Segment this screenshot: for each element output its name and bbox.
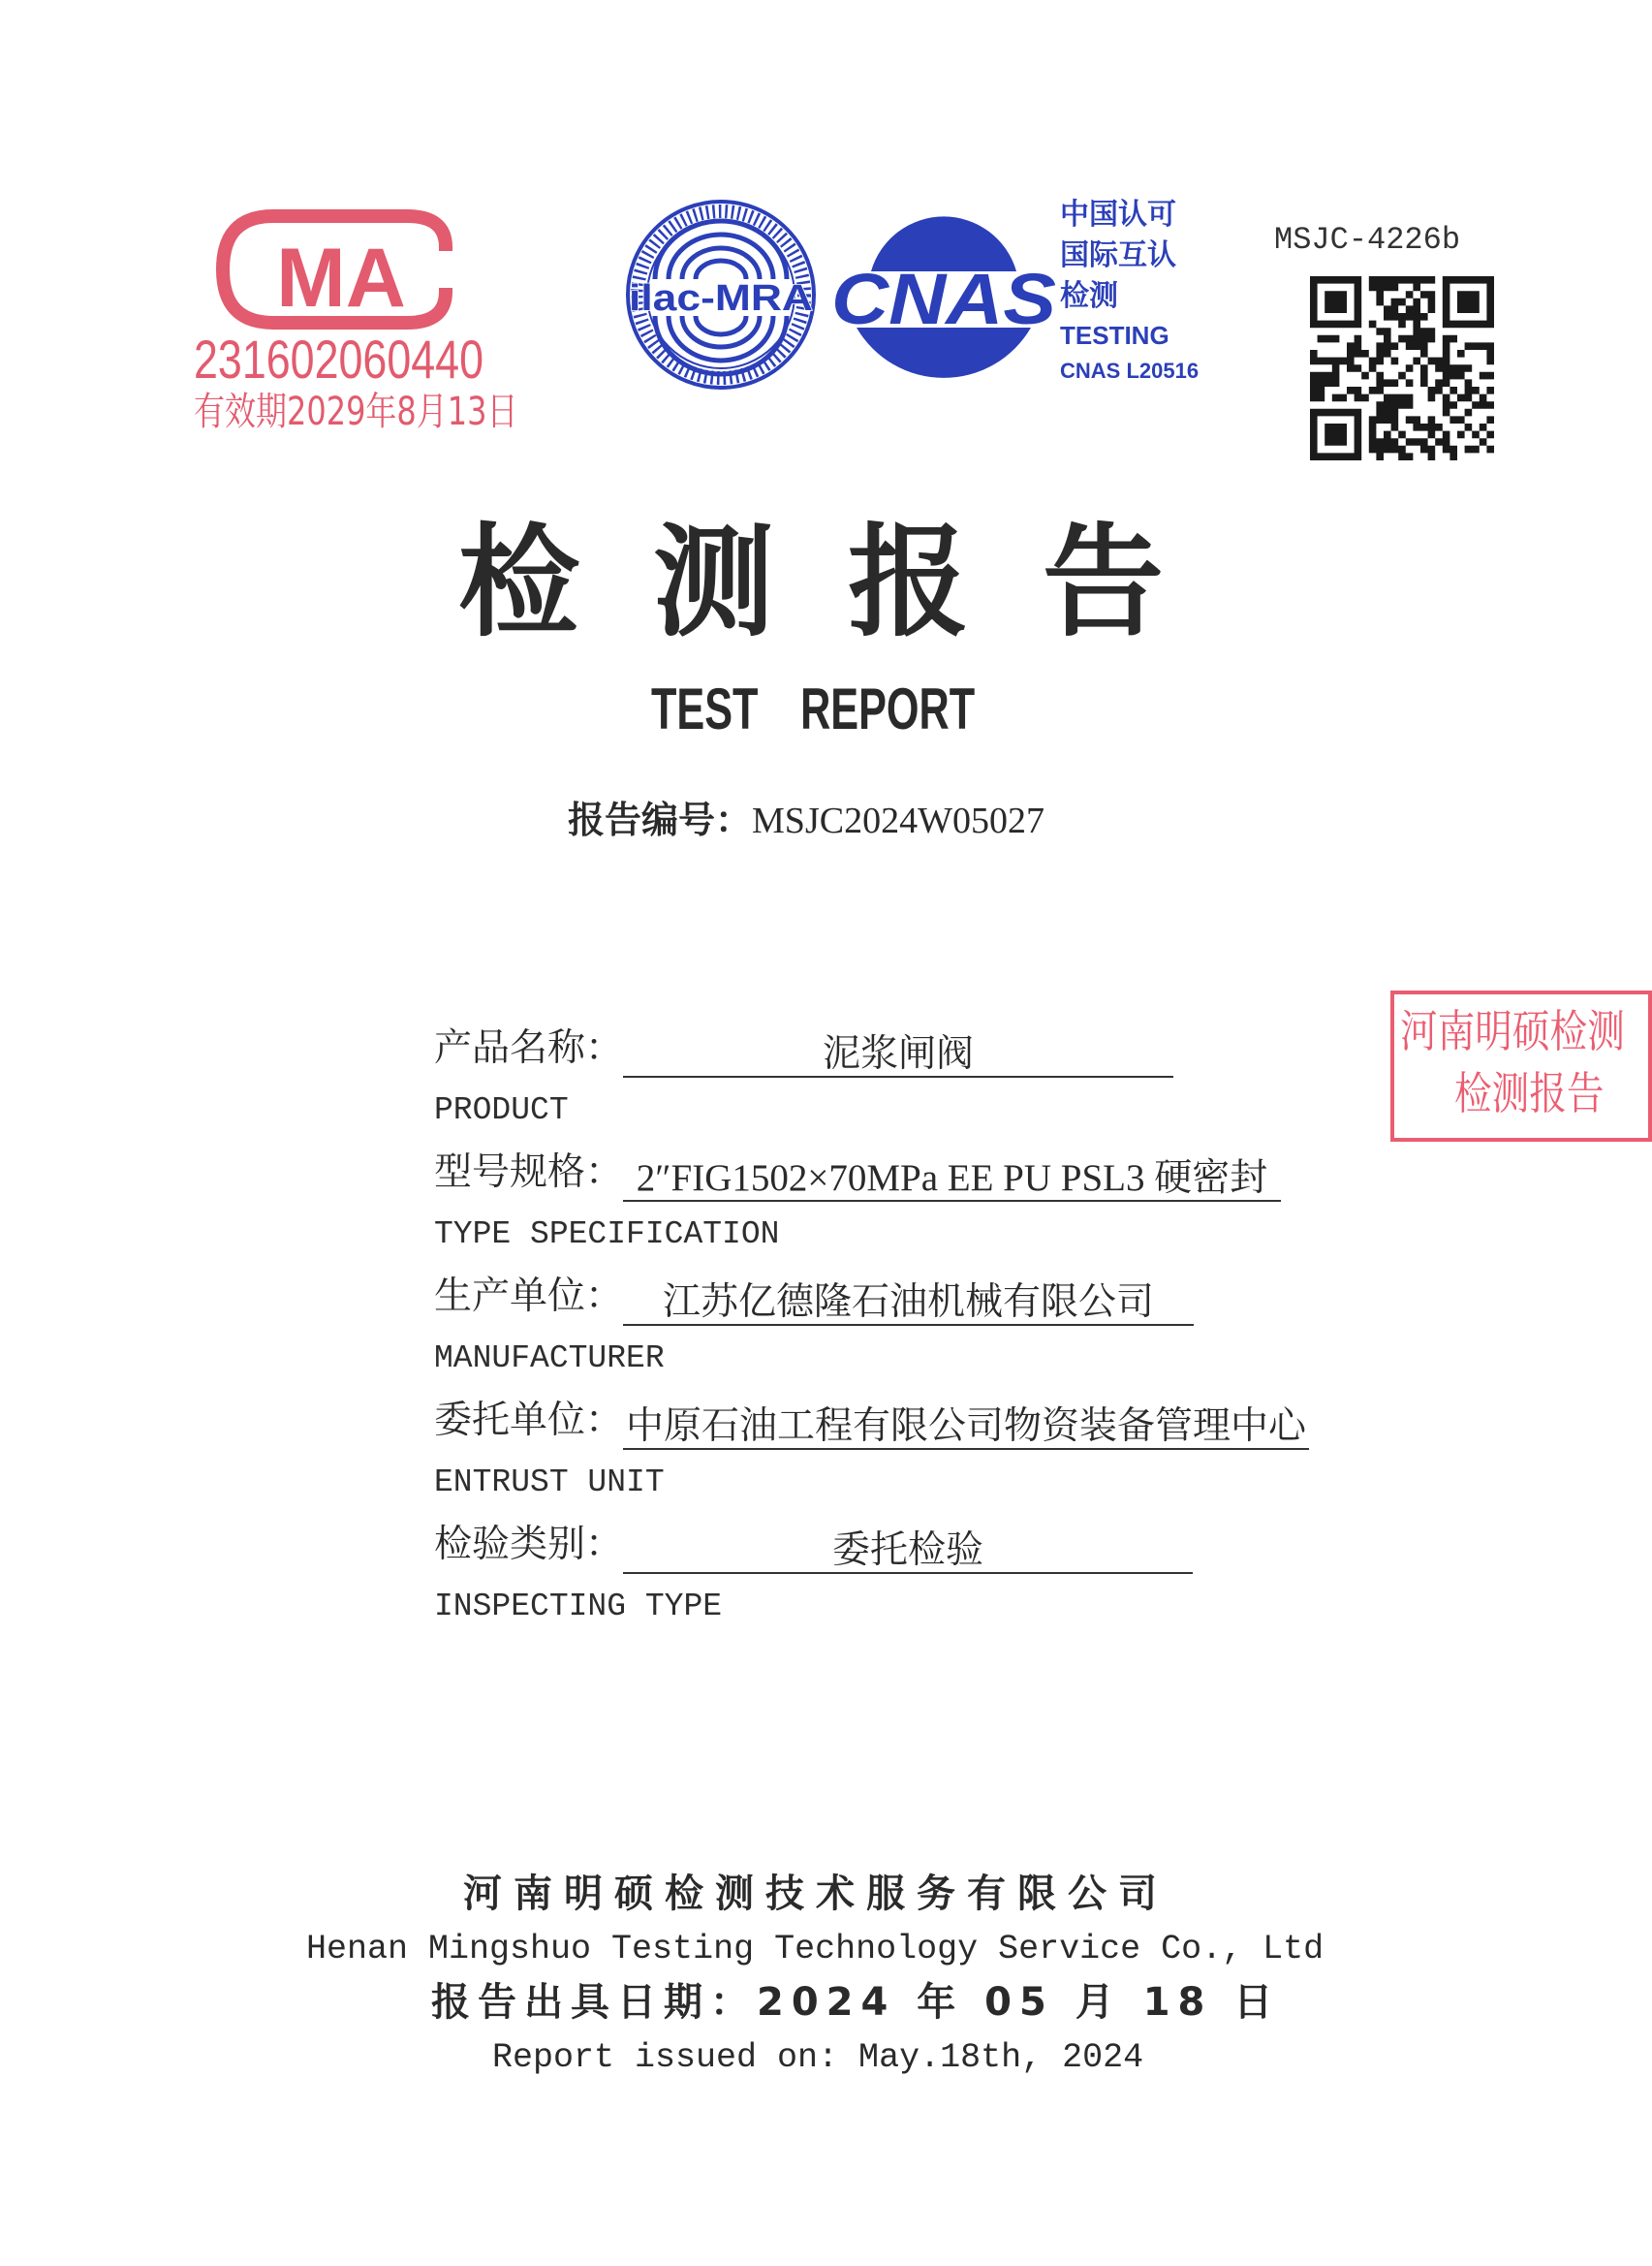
title-zh: 检测报告 (458, 512, 1237, 653)
cma-cert-number: 231602060440 (194, 329, 483, 390)
report-number-label: 报告编号： (568, 799, 753, 841)
cnas-line-testing-zh: 检测 (1060, 279, 1118, 313)
product-row (434, 1018, 1309, 1080)
product-label-en: PRODUCT (434, 1092, 569, 1128)
manufacturer-label: 生产单位： (434, 1275, 624, 1318)
manufacturer-value: 江苏亿德隆石油机械有限公司 (623, 1283, 1194, 1326)
type-spec-label: 型号规格： (434, 1150, 624, 1194)
company-name-zh: 河南明硕检测技术服务有限公司 (463, 1872, 1169, 1916)
entrust-unit-label: 委托单位： (434, 1399, 624, 1442)
stamp-line-company: 河南明硕检测 (1400, 1005, 1625, 1057)
type-spec-value: 2″FIG1502×70MPa EE PU PSL3 硬密封 (623, 1159, 1281, 1202)
company-seal-stamp (1390, 991, 1625, 1142)
inspecting-type-label: 检验类别： (434, 1523, 624, 1566)
company-name-en: Henan Mingshuo Testing Technology Service Co., Ltd (306, 1930, 1325, 1968)
manufacturer-label-en: MANUFACTURER (434, 1340, 665, 1376)
cnas-line-registration: CNAS L20516 (1060, 359, 1200, 383)
entrust-unit-value: 中原石油工程有限公司物资装备管理中心 (623, 1407, 1309, 1450)
title-en: TEST REPORT (651, 677, 976, 741)
cma-logo (213, 206, 465, 332)
entrust-unit-row (434, 1390, 1309, 1452)
type-spec-row (434, 1142, 1309, 1204)
report-number-value: MSJC2024W05027 (752, 801, 1044, 841)
report-number (568, 793, 1044, 856)
cma-logo-text: MA (276, 232, 406, 325)
cnas-accreditation-text (1060, 195, 1199, 389)
entrust-unit-label-en: ENTRUST UNIT (434, 1464, 665, 1500)
cnas-line-testing-en: TESTING (1060, 321, 1169, 350)
report-info-fields (434, 1018, 1309, 1638)
qr-code-icon (1310, 276, 1494, 460)
inspecting-type-label-en: INSPECTING TYPE (434, 1589, 723, 1624)
ilac-logo-text: ilac-MRA (629, 278, 813, 319)
inspecting-type-row (434, 1514, 1309, 1576)
product-value: 泥浆闸阀 (623, 1035, 1173, 1078)
issue-date-en: Report issued on: May.18th, 2024 (492, 2038, 1144, 2077)
inspecting-type-value: 委托检验 (623, 1531, 1193, 1574)
ilac-mra-logo (624, 198, 818, 392)
cma-validity: 有效期2029年8月13日 (194, 390, 518, 434)
type-spec-label-en: TYPE SPECIFICATION (434, 1216, 780, 1252)
cnas-line-mutual-recognition: 国际互认 (1060, 238, 1176, 272)
product-label: 产品名称： (434, 1026, 624, 1070)
issue-date-zh: 报告出具日期：2024 年 05 月 18 日 (431, 1980, 1281, 2025)
document-code: MSJC-4226b (1274, 222, 1461, 258)
cnas-logo-text: CNAS (831, 259, 1056, 339)
manufacturer-row (434, 1266, 1309, 1328)
cnas-logo (827, 204, 1060, 382)
cnas-line-china-accreditation: 中国认可 (1060, 198, 1176, 232)
stamp-line-report: 检测报告 (1454, 1067, 1605, 1119)
